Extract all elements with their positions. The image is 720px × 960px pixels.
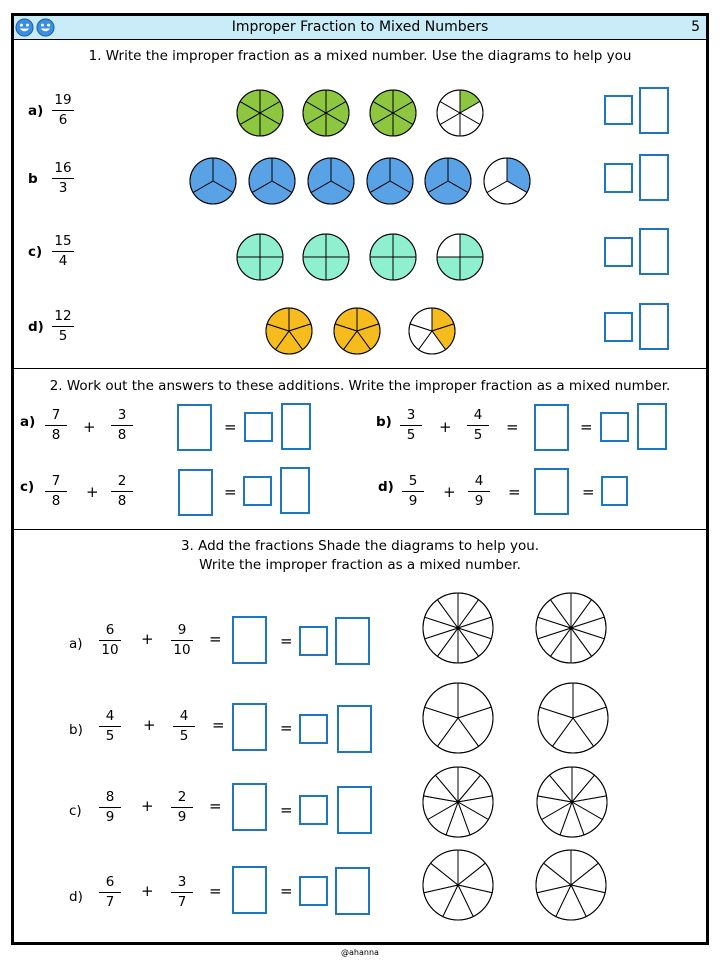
s1-question-label: a) xyxy=(28,103,44,119)
fraction-circle xyxy=(190,158,236,204)
plus-sign: + xyxy=(443,483,456,501)
equals-sign: = xyxy=(580,418,593,436)
blank-fraction-circle xyxy=(423,593,493,663)
s2-question-label: a) xyxy=(20,414,36,430)
blank-fraction-circle xyxy=(536,593,606,663)
equals-sign: = xyxy=(212,716,225,734)
s2-fraction: 3 8 xyxy=(107,407,137,444)
s3-fraction: 6 10 xyxy=(95,622,125,659)
s3-fraction: 2 9 xyxy=(167,789,197,826)
blank-fraction-circle xyxy=(423,850,493,920)
fraction-circle xyxy=(334,308,380,354)
plus-sign: + xyxy=(143,716,156,734)
s2-question-label: c) xyxy=(20,479,35,495)
fraction-circle xyxy=(484,158,530,204)
equals-sign: = xyxy=(508,483,521,501)
s2-question-label: d) xyxy=(378,479,394,495)
fraction-circle xyxy=(437,90,483,136)
plus-sign: + xyxy=(439,418,452,436)
fraction-circle xyxy=(249,158,295,204)
worksheet-title: Improper Fraction to Mixed Numbers xyxy=(231,19,489,35)
s2-fraction: 7 8 xyxy=(41,473,71,510)
s3-fraction: 4 5 xyxy=(169,708,199,745)
s3-fraction: 8 9 xyxy=(95,789,125,826)
equals-sign: = xyxy=(224,418,237,436)
s1-fraction: 19 6 xyxy=(48,92,78,129)
s3-fraction: 9 10 xyxy=(167,622,197,659)
fraction-circle xyxy=(409,308,455,354)
s1-fraction: 16 3 xyxy=(48,160,78,197)
s3-question-label: b) xyxy=(69,722,83,738)
s3-question-label: d) xyxy=(69,889,83,905)
fraction-circle xyxy=(437,234,483,280)
section2-heading: 2. Work out the answers to these additions. Write the improper fraction as a mixed number. xyxy=(49,378,671,394)
fraction-circle xyxy=(370,234,416,280)
fraction-circle xyxy=(367,158,413,204)
fraction-circle xyxy=(237,90,283,136)
section3-heading: 3. Add the fractions Shade the diagrams to help you. xyxy=(180,538,540,554)
s1-question-label: d) xyxy=(28,319,44,335)
plus-sign: + xyxy=(141,797,154,815)
plus-sign: + xyxy=(141,882,154,900)
s2-fraction: 5 9 xyxy=(398,473,428,510)
plus-sign: + xyxy=(83,418,96,436)
s2-question-label: b) xyxy=(376,414,392,430)
plus-sign: + xyxy=(86,483,99,501)
equals-sign: = xyxy=(506,418,519,436)
s2-fraction: 4 9 xyxy=(464,473,494,510)
footer-credit: @ahanna xyxy=(341,948,379,957)
fraction-circle xyxy=(370,90,416,136)
fraction-circle xyxy=(303,90,349,136)
equals-sign: = xyxy=(209,797,222,815)
blank-fraction-circle xyxy=(537,767,607,837)
section3-subheading: Write the improper fraction as a mixed number. xyxy=(199,557,521,573)
s1-fraction: 12 5 xyxy=(48,308,78,345)
blank-fraction-circle xyxy=(423,767,493,837)
blank-fraction-circle xyxy=(536,850,606,920)
fraction-circle xyxy=(308,158,354,204)
section1-heading: 1. Write the improper fraction as a mixed number. Use the diagrams to help you xyxy=(88,48,632,64)
equals-sign: = xyxy=(224,483,237,501)
plus-sign: + xyxy=(141,630,154,648)
s3-question-label: a) xyxy=(69,636,83,652)
s1-question-label: b xyxy=(28,171,38,187)
equals-sign: = xyxy=(280,632,293,650)
s2-fraction: 2 8 xyxy=(107,473,137,510)
equals-sign: = xyxy=(582,483,595,501)
s3-fraction: 6 7 xyxy=(95,874,125,911)
equals-sign: = xyxy=(280,882,293,900)
s3-question-label: c) xyxy=(69,803,82,819)
blank-fraction-circle xyxy=(423,683,493,753)
s2-fraction: 7 8 xyxy=(41,407,71,444)
fraction-circle xyxy=(266,308,312,354)
s2-fraction: 4 5 xyxy=(463,407,493,444)
s2-fraction: 3 5 xyxy=(396,407,426,444)
s1-fraction: 15 4 xyxy=(48,233,78,270)
fraction-circle xyxy=(303,234,349,280)
page-number: 5 xyxy=(691,19,700,35)
s1-question-label: c) xyxy=(28,244,43,260)
s3-fraction: 3 7 xyxy=(167,874,197,911)
equals-sign: = xyxy=(280,719,293,737)
fraction-circle xyxy=(237,234,283,280)
fraction-circle xyxy=(425,158,471,204)
equals-sign: = xyxy=(209,630,222,648)
s3-fraction: 4 5 xyxy=(95,708,125,745)
equals-sign: = xyxy=(209,882,222,900)
equals-sign: = xyxy=(280,801,293,819)
blank-fraction-circle xyxy=(538,683,608,753)
